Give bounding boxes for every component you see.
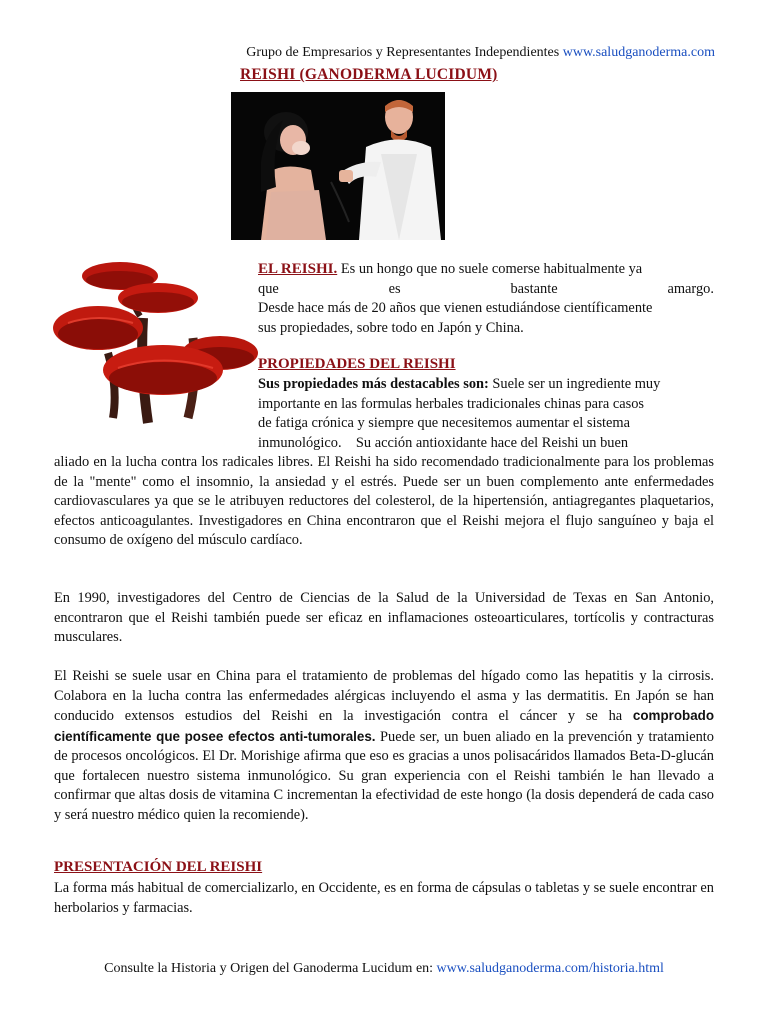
texas-paragraph: En 1990, investigadores del Centro de Ciencias de la Salud de la Universidad de Texas en San Antonio, encontraron que el Reishi también puede ser eficaz en inflamaciones osteoarticulares, tortícolis y contracturas musculares. [54, 590, 714, 645]
intro-line-2 [258, 280, 714, 300]
intro-heading: EL REISHI. [258, 261, 338, 277]
propiedades-lead-rest: Suele ser un ingrediente muy [488, 376, 661, 392]
propiedades-heading: PROPIEDADES DEL REISHI [258, 356, 456, 372]
intro-line-4: sus propiedades, sobre todo en Japón y China. [258, 319, 524, 336]
propiedades-lead-bold: Sus propiedades más destacables son: [258, 376, 489, 392]
intro-line-3: Desde hace más de 20 años que vienen estudiándose científicamente [258, 300, 653, 316]
china-bold-claim: comprobado científicamente que posee efectos anti-tumorales. [54, 708, 714, 744]
intro-word-4: amargo. [667, 280, 714, 297]
intro-section [258, 260, 714, 338]
footer-text: Consulte la Historia y Origen del Ganoderma Lucidum en: [104, 961, 437, 976]
presentacion-text: La forma más habitual de comercializarlo, en Occidente, es en forma de cápsulas o tabletas y se suele encontrar en herbolarios y farmacias. [54, 880, 714, 916]
reishi-mushroom-illustration [48, 258, 258, 438]
propiedades-line-4: inmunológico. Su acción antioxidante hace del Reishi un buen [258, 434, 629, 451]
china-part-2: Puede ser, un buen aliado en la prevención y tratamiento de procesos oncológicos. El Dr. Morishige afirma que eso es gracias a unos polisacáridos llamados Beta-D-glucán que fortalecen nuestro sistema inmunológico. Su gran experiencia con el Reishi también le han llevado a confirmar que altas dosis de vitamina C incrementan la efectividad de este hongo (la dosis dependerá de cada caso y será nuestro médico quien la recomiende). [54, 728, 714, 823]
footer-link[interactable]: www.saludganoderma.com/historia.html [436, 961, 664, 976]
china-part-1: El Reishi se suele usar en China para el tratamiento de problemas del hígado como las hepatitis y la cirrosis. Colabora en la lucha contra las enfermedades alérgicas incluyendo el asma y las dermatitis. En Japón se han conducido extensos estudios del Reishi en la investigación contra el cáncer y se ha [54, 668, 714, 724]
intro-word-2: es [388, 280, 401, 297]
intro-word-3: bastante [510, 280, 558, 297]
intro-line-1 [258, 260, 714, 280]
intro-word-1: que [258, 280, 279, 297]
propiedades-line-1 [258, 375, 714, 395]
propiedades-line-2: importante en las formulas herbales tradicionales chinas para casos [258, 395, 645, 412]
china-paragraph [54, 667, 714, 825]
presentacion-heading: PRESENTACIÓN DEL REISHI [54, 859, 263, 875]
document-title: REISHI (GANODERMA LUCIDUM) [240, 66, 498, 83]
propiedades-wrapped-lines [258, 375, 714, 453]
header-site-link[interactable]: www.saludganoderma.com [562, 45, 715, 60]
doctor-patient-photo [231, 92, 445, 240]
propiedades-body: aliado en la lucha contra los radicales libres. El Reishi ha sido recomendado tradicionalmente para los problemas de la "mente" como el insomnio, la ansiedad y el estrés. Puede ser un buen complemento ante enfermedades cardiovasculares ya que se le atribuyen reductores del colesterol, de la hipertensión, antiagregantes plaquetarios, efectos anticoagulantes. Investigadores en China encontraron que el Reishi mejora el flujo sanguíneo y baja el consumo de oxígeno del músculo cardíaco. [54, 454, 714, 548]
intro-line-1-text: Es un hongo que no suele comerse habitualmente ya [340, 261, 643, 277]
header-org-text: Grupo de Empresarios y Representantes Independientes [246, 45, 560, 60]
propiedades-line-3: de fatiga crónica y siempre que necesitemos aumentar el sistema [258, 415, 631, 431]
page-header [0, 44, 768, 62]
page-footer [0, 961, 768, 977]
